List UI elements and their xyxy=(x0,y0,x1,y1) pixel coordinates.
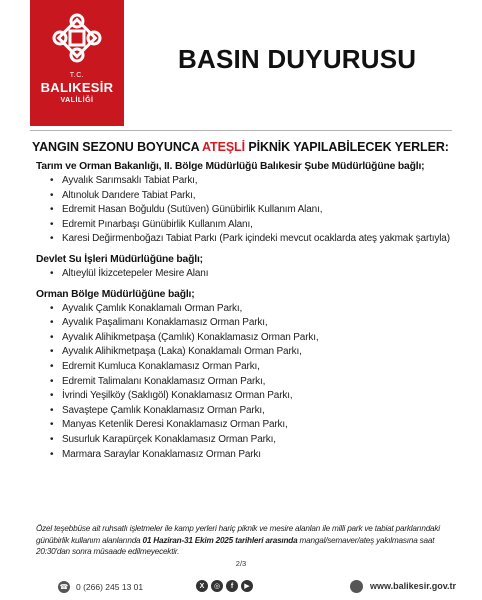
bullet-icon: • xyxy=(50,317,54,329)
bullet-icon: • xyxy=(50,433,54,445)
headline xyxy=(32,140,456,154)
list-item-text: Marmara Saraylar Konaklamasız Orman Parkı xyxy=(62,448,261,460)
x-icon[interactable]: X xyxy=(196,580,208,592)
list-item-text: Ayvalık Alihikmetpaşa (Laka) Konaklamalı Orman Parkı, xyxy=(62,346,302,358)
list-item xyxy=(50,375,456,390)
list-item-text: Altıeylül İkizcetepeler Mesire Alanı xyxy=(62,267,209,279)
headline-before: YANGIN SEZONU BOYUNCA xyxy=(32,140,203,154)
list-item xyxy=(50,267,456,282)
bullet-icon: • xyxy=(50,360,54,372)
list-item-text: Susurluk Karapürçek Konaklamasız Orman Parkı, xyxy=(62,433,276,445)
seljuk-knot-emblem-icon xyxy=(51,12,103,64)
list-item xyxy=(50,218,456,233)
location-list xyxy=(50,302,456,463)
section-title: Devlet Su İşleri Müdürlüğüne bağlı; xyxy=(36,253,203,265)
list-item xyxy=(50,360,456,375)
location-list xyxy=(50,174,456,247)
list-item-text: Karesi Değirmenboğazı Tabiat Parkı (Park içindeki mevcut ocaklarda ateş yakmak şartıyla) xyxy=(62,233,450,245)
section-forest-regional-directorate xyxy=(32,289,456,463)
bullet-icon: • xyxy=(50,302,54,314)
legal-note xyxy=(36,523,452,558)
footer-website-link[interactable]: www.balikesir.gov.tr xyxy=(370,581,457,591)
youtube-icon[interactable]: ▶ xyxy=(241,580,253,592)
bullet-icon: • xyxy=(50,419,54,431)
list-item xyxy=(50,345,456,360)
section-forestry-directorate xyxy=(32,161,456,247)
bullet-icon: • xyxy=(50,346,54,358)
list-item xyxy=(50,331,456,346)
footer xyxy=(0,574,482,600)
instagram-icon[interactable]: ◎ xyxy=(211,580,223,592)
list-item xyxy=(50,448,456,463)
list-item xyxy=(50,389,456,404)
headline-after: PİKNİK YAPILABİLECEK YERLER: xyxy=(244,140,449,154)
note-text-1: Özel teşebbüse ait ruhsatlı işletmeler ile kamp yerleri hariç piknik ve mesire alanları ile milli park ve tabiat parklarındaki günübirlik kullanım alanlarında xyxy=(36,524,440,545)
note-date-range: 01 Haziran-31 Ekim 2025 tarihleri arasında xyxy=(142,535,298,545)
list-item-text: Ayvalık Sarımsaklı Tabiat Parkı, xyxy=(62,175,198,186)
list-item xyxy=(50,232,456,247)
note-text-2: mangal/semaver/ateş yakılmasına saat 20:30'dan sonra müsaade edilmeyecektir. xyxy=(36,535,435,556)
phone-icon: ☎ xyxy=(58,581,70,593)
location-list xyxy=(50,267,456,282)
list-item xyxy=(50,302,456,317)
bullet-icon: • xyxy=(50,267,54,279)
globe-icon xyxy=(350,580,363,593)
bullet-icon: • xyxy=(50,204,54,216)
bullet-icon: • xyxy=(50,390,54,402)
bullet-icon: • xyxy=(50,375,54,387)
footer-phone: 0 (266) 245 13 01 xyxy=(76,582,144,592)
logo-subtitle: VALİLİĞİ xyxy=(60,97,94,104)
page-number: 2/3 xyxy=(235,559,247,568)
list-item-text: Ayvalık Paşalimanı Konaklamasız Orman Parkı, xyxy=(62,317,268,329)
list-item-text: Edremit Kumluca Konaklamasız Orman Parkı, xyxy=(62,360,260,372)
bullet-icon: • xyxy=(50,331,54,343)
logo-tc: T.C. xyxy=(69,72,85,79)
section-title: Tarım ve Orman Bakanlığı, II. Bölge Müdürlüğü Balıkesir Şube Müdürlüğüne bağlı; xyxy=(36,161,425,172)
bullet-icon: • xyxy=(50,404,54,416)
list-item xyxy=(50,404,456,419)
bullet-icon: • xyxy=(50,189,54,201)
list-item-text: Edremit Hasan Boğuldu (Sutüven) Günübirlik Kullanım Alanı, xyxy=(62,204,323,216)
social-links xyxy=(196,580,253,592)
list-item-text: Altınoluk Darıdere Tabiat Parkı, xyxy=(62,189,196,201)
list-item xyxy=(50,433,456,448)
list-item xyxy=(50,189,456,204)
list-item-text: Ayvalık Çamlık Konaklamalı Orman Parkı, xyxy=(62,302,243,314)
list-item xyxy=(50,316,456,331)
section-title: Orman Bölge Müdürlüğüne bağlı; xyxy=(36,288,195,300)
list-item-text: Edremit Talimalanı Konaklamasız Orman Parkı, xyxy=(62,375,266,387)
section-dsi-directorate xyxy=(32,254,456,282)
list-item xyxy=(50,418,456,433)
header-divider xyxy=(30,130,452,131)
list-item-text: Manyas Ketenlik Deresi Konaklamasız Orman Parkı, xyxy=(62,419,288,431)
balikesir-valiligi-logo xyxy=(30,0,124,126)
announcement-body xyxy=(32,140,456,462)
list-item xyxy=(50,174,456,189)
header xyxy=(0,0,482,126)
facebook-icon[interactable]: f xyxy=(226,580,238,592)
list-item-text: Savaştepe Çamlık Konaklamasız Orman Parkı, xyxy=(62,404,265,416)
bullet-icon: • xyxy=(50,448,54,460)
logo-name: BALIKESİR xyxy=(40,80,114,95)
list-item-text: İvrindi Yeşilköy (Saklıgöl) Konaklamasız Orman Parkı, xyxy=(62,390,293,402)
list-item xyxy=(50,203,456,218)
page-title: BASIN DUYURUSU xyxy=(178,44,417,74)
list-item-text: Ayvalık Alihikmetpaşa (Çamlık) Konaklamasız Orman Parkı, xyxy=(62,331,319,343)
headline-highlight: ATEŞLİ xyxy=(202,140,245,154)
list-item-text: Edremit Pınarbaşı Günübirlik Kullanım Alanı, xyxy=(62,218,253,230)
bullet-icon: • xyxy=(50,175,54,186)
bullet-icon: • xyxy=(50,218,54,230)
bullet-icon: • xyxy=(50,233,54,245)
